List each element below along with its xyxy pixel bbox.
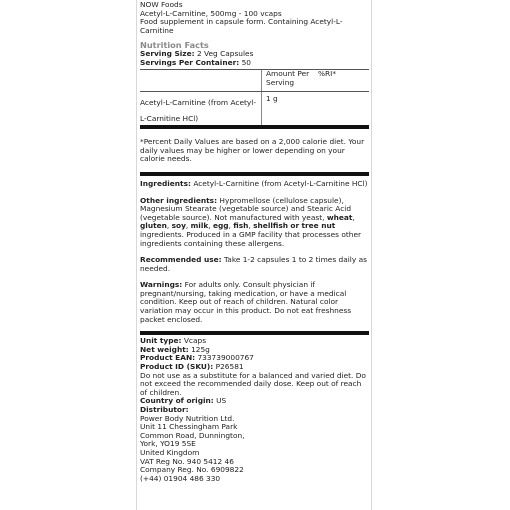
distributor-line: Common Road, Dunnington,	[140, 430, 245, 440]
product-ean: 733739000767	[197, 353, 254, 363]
country-of-origin: US	[216, 396, 227, 406]
warnings	[140, 281, 369, 324]
warnings-value: For adults only. Consult physician if pregnant/nursing, taking medication, or have a medical condition. Keep out of reach of children. Natural color variation may occur in this product. Do not eat freshness packet enclosed.	[140, 280, 352, 324]
ingredients-section	[140, 176, 369, 331]
servings-value: 50	[241, 57, 251, 67]
table-row	[140, 92, 369, 125]
nutrition-table	[140, 69, 369, 125]
amount-per-serving-header: Amount Per Serving	[266, 69, 310, 87]
distributor-line: VAT Reg No. 940 5412 46	[140, 456, 234, 466]
product-name: Acetyl-L-Carnitine, 500mg - 100 vcaps	[140, 8, 282, 18]
supplement-label	[136, 0, 372, 510]
distributor-label: Distributor:	[140, 405, 189, 414]
serving-size-value: 2 Veg Capsules	[196, 48, 254, 58]
product-sku: P26581	[215, 362, 244, 372]
product-details: Unit type: Vcaps Net weight: 125g Product EAN: 733739000767 Product ID (SKU): P26581 Do not use as a substitute for a balanced and varied diet. Do not exceed the recommended daily dose. Keep out of reach of children. Country of origin: US Distributor: Power Body Nutrition Ltd. Unit 11 Chessingham Park Common Road, Dunnington, York, YO19 5SE United Kingdom VAT Reg No. 940 5412 46 Company Reg. No. 6909822 (+44) 01904 486 330	[140, 335, 369, 483]
distributor-line: Unit 11 Chessingham Park	[140, 422, 238, 432]
ingredients	[140, 180, 369, 189]
ingredient-name-cell: Acetyl-L-Carnitine (from Acetyl-L-Carnitine HCl)	[140, 92, 262, 125]
serving-size-label: Serving Size:	[140, 48, 195, 58]
recommended-use-label: Recommended use:	[140, 255, 222, 265]
distributor-line: (+44) 01904 486 330	[140, 473, 221, 483]
warnings-label: Warnings:	[140, 280, 183, 290]
product-description: Food supplement in capsule form. Containing Acetyl-L-Carnitine	[140, 17, 343, 35]
other-ingredients-label: Other ingredients:	[140, 195, 218, 205]
footnote	[140, 129, 369, 172]
distributor-line: United Kingdom	[140, 447, 200, 457]
other-ingredients: Other ingredients: Hypromellose (cellulose capsule), Magnesium Stearate (vegetable source) and Stearic Acid (vegetable source). Not manufactured with yeast, wheat, gluten, soy, milk, egg, fish, shellfish or tree nut ingredients. Produced in a GMP facility that processes other ingredients containing these allergens.	[140, 195, 362, 248]
ingredients-label: Ingredients:	[140, 178, 191, 188]
daily-value-footnote: *Percent Daily Values are based on a 2,000 calorie diet. Your daily values may be higher or lower depending on your calorie needs.	[140, 137, 365, 164]
servings-label: Servings Per Container:	[140, 57, 240, 67]
ri-header: %RI*	[318, 69, 337, 79]
nutrition-facts-title: Nutrition Facts	[140, 40, 209, 51]
distributor-line: Power Body Nutrition Ltd.	[140, 413, 235, 423]
table-header-row	[140, 69, 369, 92]
distributor-line: York, YO19 5SE	[140, 439, 196, 449]
unit-type: Vcaps	[183, 336, 207, 346]
recommended-use-value: Take 1-2 capsules 1 to 2 times daily as needed.	[140, 255, 367, 273]
usage-note: Do not use as a substitute for a balanced and varied diet. Do not exceed the recommended daily dose. Keep out of reach of children.	[140, 370, 366, 397]
recommended-use	[140, 256, 369, 273]
ingredients-value: Acetyl-L-Carnitine (from Acetyl-L-Carnitine HCl)	[193, 178, 368, 188]
brand-name: NOW Foods	[140, 0, 183, 9]
servings-per-container	[140, 59, 369, 68]
distributor-line: Company Reg. No. 6909822	[140, 465, 244, 475]
ingredient-amount-cell: 1 g	[266, 94, 278, 104]
label-header	[140, 1, 369, 35]
distributor-lines	[140, 415, 369, 484]
net-weight: 125g	[191, 344, 210, 354]
